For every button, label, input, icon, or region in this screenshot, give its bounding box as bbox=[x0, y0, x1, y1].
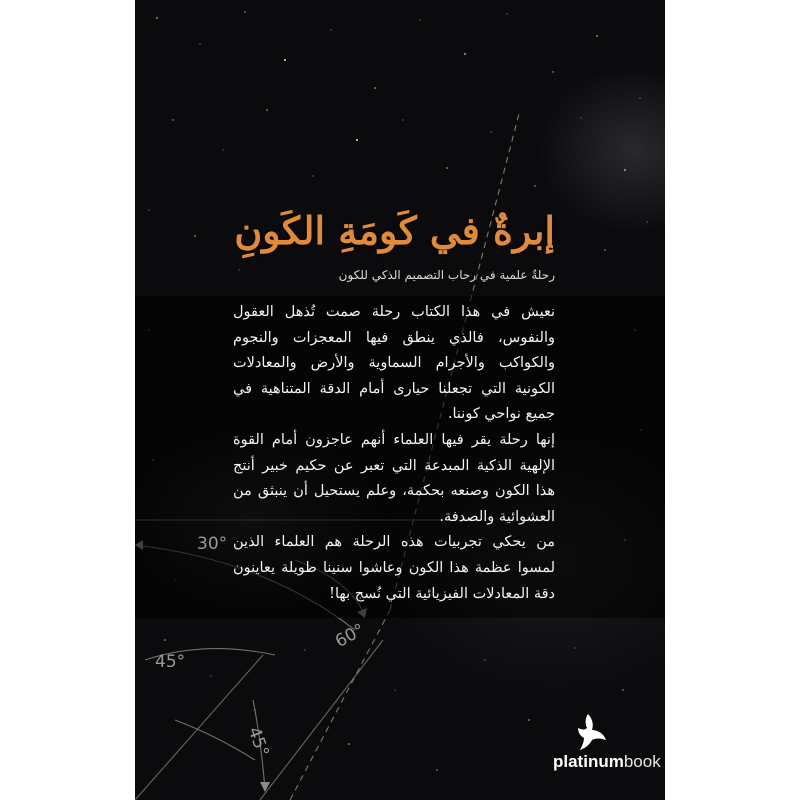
bird-icon bbox=[570, 712, 610, 752]
book-back-cover bbox=[135, 0, 665, 800]
blurb-paragraph: إنها رحلة يقر فيها العلماء أنهم عاجزون أمام القوة الإلهية الذكية المبدعة التي تعبر عن حكيم خبير أنتج هذا الكون وصنعه بحكمة، وعلم يستحيل أن ينبثق من العشوائية والصدفة. bbox=[233, 431, 555, 525]
blurb-text bbox=[233, 300, 555, 607]
publisher-name-light: book bbox=[623, 752, 661, 771]
angle-label-60: 60° bbox=[332, 620, 369, 652]
book-subtitle: رحلةٌ علمية في رحاب التصميم الذكي للكون bbox=[338, 268, 555, 282]
angle-label-30: 30° bbox=[197, 534, 228, 554]
publisher-logo bbox=[553, 752, 661, 772]
publisher-name-bold: platinum bbox=[553, 752, 624, 771]
blurb-paragraph: من يحكي تجربيات هذه الرحلة هم العلماء الذين لمسوا عظمة هذا الكون وعاشوا سنينا طويلة يعاينون دقة المعادلات الفيزيائية التي نُسج بها! bbox=[233, 534, 555, 602]
angle-label-45-lower: 45° bbox=[243, 724, 273, 760]
blurb-paragraph: نعيش في هذا الكتاب رحلة صمت تُذهل العقول والنفوس، فالذي ينطق فيها المعجزات والنجوم والكواكب والأجرام السماوية والأرض والمعادلات الكونية التي تجعلنا حيارى أمام الدقة المتناهية في جميع نواحي كوننا. bbox=[233, 304, 555, 423]
book-title: إبرةٌ في كَومَةِ الكَونِ bbox=[234, 208, 555, 253]
angle-label-45-upper: 45° bbox=[155, 652, 186, 672]
